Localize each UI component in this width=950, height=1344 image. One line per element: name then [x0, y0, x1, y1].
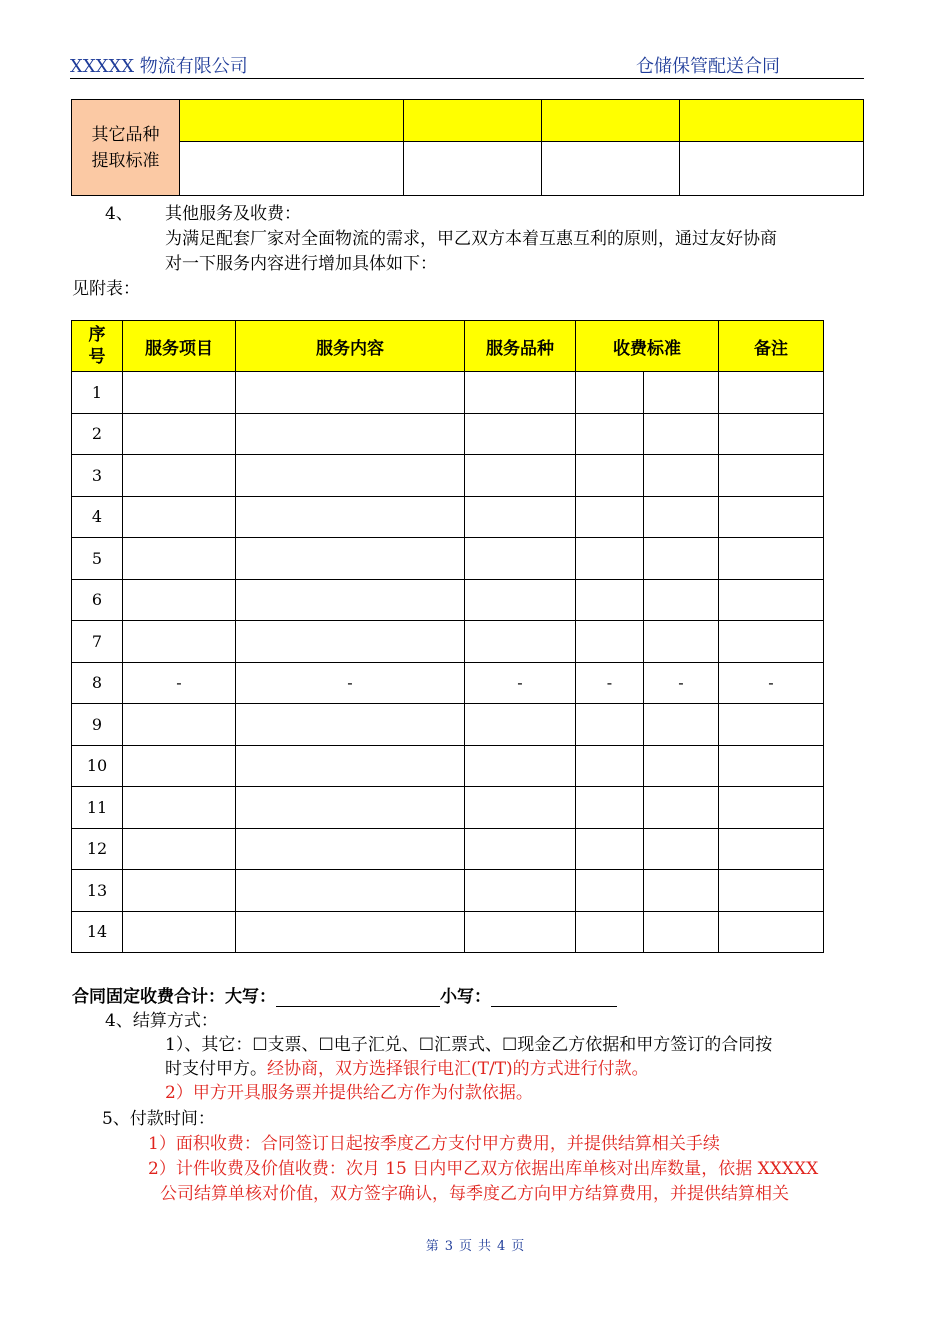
row-number: 11 [72, 787, 123, 829]
table-cell[interactable] [576, 787, 644, 829]
table-cell[interactable]: - [719, 662, 824, 704]
row-number: 5 [72, 538, 123, 580]
table-cell[interactable] [465, 455, 576, 497]
row-number: 9 [72, 704, 123, 746]
table-row [72, 413, 824, 455]
table-cell[interactable] [719, 828, 824, 870]
section4-line2: 对一下服务内容进行增加具体如下： [165, 254, 437, 274]
table-cell[interactable] [576, 828, 644, 870]
table-cell[interactable] [644, 496, 719, 538]
row-number: 12 [72, 828, 123, 870]
table-cell[interactable] [644, 413, 719, 455]
table-cell[interactable] [236, 496, 465, 538]
table-row [72, 870, 824, 912]
table-row [72, 911, 824, 953]
table-cell[interactable] [644, 455, 719, 497]
table-row [72, 828, 824, 870]
table-cell[interactable] [123, 704, 236, 746]
row-number: 7 [72, 621, 123, 663]
table-row [72, 662, 824, 704]
table-cell[interactable] [719, 455, 824, 497]
table-cell[interactable] [644, 870, 719, 912]
table-cell[interactable] [576, 621, 644, 663]
payment-title: 5、付款时间： [102, 1109, 215, 1129]
section4-number: 4、 [105, 204, 133, 224]
table-cell[interactable] [644, 704, 719, 746]
table-cell[interactable] [236, 621, 465, 663]
table-cell[interactable] [576, 579, 644, 621]
table-cell[interactable] [123, 787, 236, 829]
table-cell[interactable] [680, 100, 864, 142]
settlement-line2: 时支付甲方。经协商，双方选择银行电汇(T/T)的方式进行付款。 [165, 1059, 649, 1079]
table-cell[interactable] [644, 579, 719, 621]
row-number: 13 [72, 870, 123, 912]
table-cell[interactable] [644, 538, 719, 580]
table-cell[interactable] [719, 538, 824, 580]
table-cell[interactable] [236, 455, 465, 497]
table-cell[interactable] [719, 745, 824, 787]
table-cell[interactable] [542, 100, 680, 142]
row-number: 3 [72, 455, 123, 497]
row-number: 4 [72, 496, 123, 538]
table-cell[interactable] [719, 787, 824, 829]
header-service-item: 服务项目 [123, 321, 236, 372]
table-cell[interactable] [236, 704, 465, 746]
table-cell[interactable] [236, 870, 465, 912]
table-cell[interactable] [180, 100, 404, 142]
table-cell[interactable] [123, 413, 236, 455]
table-cell[interactable] [465, 870, 576, 912]
table-cell[interactable] [123, 538, 236, 580]
table-row [72, 745, 824, 787]
table-cell[interactable]: - [644, 662, 719, 704]
table-row [72, 538, 824, 580]
row-number: 14 [72, 911, 123, 953]
table-cell[interactable] [465, 704, 576, 746]
table-cell[interactable] [576, 496, 644, 538]
settlement-line1: 1）、其它：☐支票、☐电子汇兑、☐汇票式、☐现金乙方依据和甲方签订的合同按 [165, 1035, 773, 1055]
payment-line2: 2）计件收费及价值收费：次月 15 日内甲乙双方依据出库单核对出库数量，依据 XXXXX [148, 1159, 819, 1179]
table-cell[interactable] [465, 413, 576, 455]
document-title: 仓储保管配送合同 [636, 56, 780, 77]
table-cell[interactable] [236, 745, 465, 787]
table-cell[interactable] [719, 496, 824, 538]
table-cell[interactable] [719, 911, 824, 953]
table-row [72, 787, 824, 829]
table-cell[interactable] [576, 704, 644, 746]
table-cell[interactable] [644, 828, 719, 870]
table-cell[interactable] [576, 870, 644, 912]
table-cell[interactable] [123, 579, 236, 621]
table-cell[interactable] [123, 496, 236, 538]
see-attached: 见附表： [72, 279, 140, 299]
table-cell[interactable] [644, 745, 719, 787]
table-row [72, 579, 824, 621]
header-service-content: 服务内容 [236, 321, 465, 372]
current-page: 3 [444, 1239, 453, 1254]
header-fee-standard: 收费标准 [576, 321, 719, 372]
table-cell[interactable] [236, 787, 465, 829]
table-cell[interactable] [236, 538, 465, 580]
other-variety-table [71, 99, 864, 196]
table-cell[interactable] [576, 413, 644, 455]
table-cell[interactable]: - [123, 662, 236, 704]
table-cell[interactable] [576, 911, 644, 953]
section4-line1: 为满足配套厂家对全面物流的需求，甲乙双方本着互惠互利的原则，通过友好协商 [165, 229, 777, 249]
table-cell[interactable] [644, 621, 719, 663]
settlement-line3: 2）甲方开具服务票并提供给乙方作为付款依据。 [165, 1083, 533, 1103]
table-cell[interactable] [465, 538, 576, 580]
settlement-title: 4、结算方式： [105, 1011, 218, 1031]
table-cell[interactable] [719, 621, 824, 663]
total-label: 合同固定收费合计：大写： 小写： [72, 982, 617, 1007]
table-cell[interactable] [123, 745, 236, 787]
table-cell[interactable] [123, 372, 236, 414]
header-remark: 备注 [719, 321, 824, 372]
table-cell[interactable] [236, 372, 465, 414]
table-cell[interactable] [465, 579, 576, 621]
table-cell[interactable] [123, 911, 236, 953]
table-cell[interactable] [719, 372, 824, 414]
row-number: 2 [72, 413, 123, 455]
table-cell[interactable] [719, 579, 824, 621]
company-name: XXXXX 物流有限公司 [70, 56, 248, 77]
table-cell[interactable] [236, 413, 465, 455]
table-cell[interactable] [236, 828, 465, 870]
row-number: 8 [72, 662, 123, 704]
page-footer: 第 3 页 共 4 页 [425, 1239, 525, 1254]
table-cell[interactable]: - [576, 662, 644, 704]
row-number: 6 [72, 579, 123, 621]
table-row [72, 455, 824, 497]
table-cell[interactable] [644, 372, 719, 414]
payment-line1: 1）面积收费：合同签订日起按季度乙方支付甲方费用，并提供结算相关手续 [148, 1134, 720, 1154]
table-row [72, 496, 824, 538]
table-cell[interactable] [719, 704, 824, 746]
table-row [72, 372, 824, 414]
table-cell[interactable] [404, 100, 542, 142]
header-divider [70, 78, 864, 79]
table-cell[interactable] [465, 496, 576, 538]
other-variety-label: 其它品种 提取标准 [72, 100, 180, 196]
table-cell[interactable] [465, 828, 576, 870]
table-cell[interactable] [542, 142, 680, 196]
table-cell[interactable] [180, 142, 404, 196]
table-cell[interactable] [644, 911, 719, 953]
table-cell[interactable] [576, 455, 644, 497]
table-cell[interactable] [465, 787, 576, 829]
table-cell[interactable] [644, 787, 719, 829]
total-lowercase-field[interactable] [491, 988, 617, 1007]
table-cell[interactable] [404, 142, 542, 196]
table-cell[interactable] [576, 745, 644, 787]
table-cell[interactable]: - [236, 662, 465, 704]
header-service-variety: 服务品种 [465, 321, 576, 372]
payment-line3: 公司结算单核对价值，双方签字确认，每季度乙方向甲方结算费用，并提供结算相关 [160, 1184, 789, 1204]
table-cell[interactable] [576, 538, 644, 580]
table-cell[interactable] [465, 911, 576, 953]
table-cell[interactable] [576, 372, 644, 414]
total-pages: 4 [497, 1239, 506, 1254]
table-row [72, 704, 824, 746]
table-cell[interactable] [123, 455, 236, 497]
table-cell[interactable] [236, 911, 465, 953]
table-cell[interactable] [680, 142, 864, 196]
table-cell[interactable] [236, 579, 465, 621]
header-seq: 序 号 [72, 321, 123, 372]
service-table [71, 320, 824, 953]
table-cell[interactable] [465, 372, 576, 414]
table-cell[interactable] [123, 828, 236, 870]
table-cell[interactable] [465, 621, 576, 663]
row-number: 1 [72, 372, 123, 414]
table-cell[interactable] [123, 621, 236, 663]
table-cell[interactable]: - [465, 662, 576, 704]
total-uppercase-field[interactable] [276, 988, 440, 1007]
table-cell[interactable] [123, 870, 236, 912]
table-cell[interactable] [465, 745, 576, 787]
section4-title: 其他服务及收费： [165, 204, 301, 224]
table-cell[interactable] [719, 413, 824, 455]
table-cell[interactable] [719, 870, 824, 912]
table-row [72, 621, 824, 663]
row-number: 10 [72, 745, 123, 787]
